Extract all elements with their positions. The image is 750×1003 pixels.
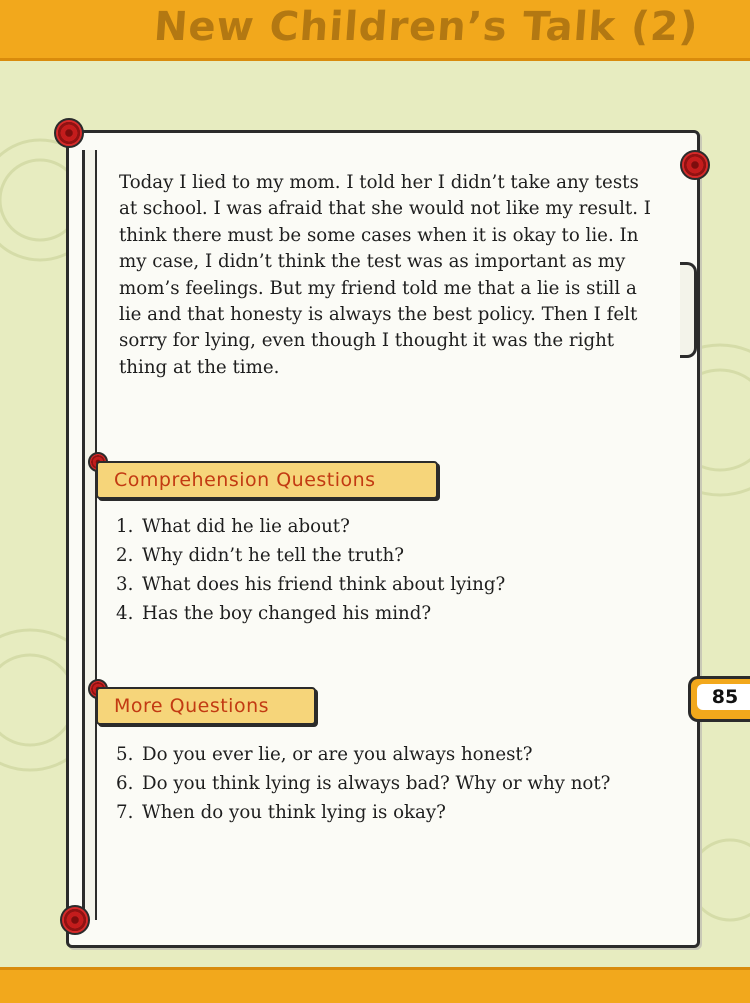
question-number: 1. bbox=[116, 516, 134, 537]
question-number: 3. bbox=[116, 574, 134, 595]
bottom-strip bbox=[0, 967, 750, 1003]
more-question-list bbox=[116, 740, 610, 827]
question-number: 7. bbox=[116, 802, 134, 823]
question-number: 5. bbox=[116, 744, 134, 765]
question-text: Why didn’t he tell the truth? bbox=[142, 545, 404, 566]
question-item bbox=[116, 740, 610, 769]
rose-ornament-icon bbox=[54, 118, 84, 148]
question-number: 4. bbox=[116, 603, 134, 624]
question-item bbox=[116, 798, 610, 827]
question-item bbox=[116, 570, 505, 599]
question-item bbox=[116, 599, 505, 628]
question-text: Do you ever lie, or are you always honest? bbox=[142, 744, 533, 765]
comprehension-question-list bbox=[116, 512, 505, 628]
question-number: 6. bbox=[116, 773, 134, 794]
question-number: 2. bbox=[116, 545, 134, 566]
question-text: When do you think lying is okay? bbox=[142, 802, 446, 823]
title-banner bbox=[0, 0, 750, 61]
question-text: What does his friend think about lying? bbox=[142, 574, 506, 595]
question-text: Do you think lying is always bad? Why or why not? bbox=[142, 773, 611, 794]
more-questions-label: More Questions bbox=[96, 687, 316, 725]
question-item bbox=[116, 512, 505, 541]
story-passage: Today I lied to my mom. I told her I didn’t take any tests at school. I was afraid that she would not like my result. I think there must be some cases when it is okay to lie. In my case, I didn’t think the test was as important as my mom’s feelings. But my friend told me that a lie is still a lie and that honesty is always the best policy. Then I felt sorry for lying, even though I thought it was the right thing at the time. bbox=[119, 172, 651, 378]
rose-ornament-icon bbox=[60, 905, 90, 935]
question-text: What did he lie about? bbox=[142, 516, 350, 537]
scroll-left-roll bbox=[82, 150, 97, 920]
page-number-tab bbox=[688, 676, 750, 722]
page-number: 85 bbox=[697, 684, 750, 710]
comprehension-questions-label: Comprehension Questions bbox=[96, 461, 438, 499]
scroll-right-curl bbox=[680, 262, 697, 358]
question-text: Has the boy changed his mind? bbox=[142, 603, 432, 624]
question-item bbox=[116, 769, 610, 798]
question-item bbox=[116, 541, 505, 570]
page-title: New Children’s Talk (2) bbox=[152, 4, 700, 50]
rose-ornament-icon bbox=[680, 150, 710, 180]
